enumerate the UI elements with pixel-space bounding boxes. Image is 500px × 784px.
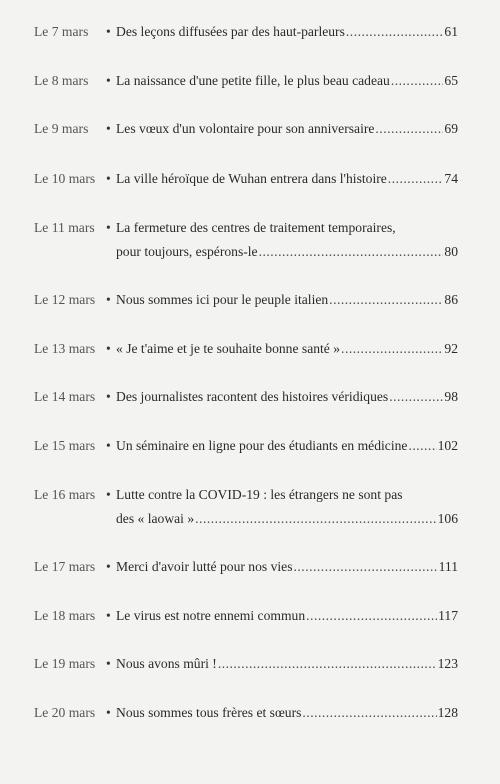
entry-date: Le 9 mars (34, 121, 89, 136)
entry-title: Le virus est notre ennemi commun (116, 608, 306, 623)
entry-bullet: • (106, 705, 111, 720)
entry-title: Un séminaire en ligne pour des étudiants en médicine (116, 438, 408, 453)
dot-leader (391, 73, 444, 89)
entry-title: Nous sommes ici pour le peuple italien (116, 292, 329, 307)
entry-page-number: 86 (444, 292, 458, 307)
entry-title: La ville héroïque de Wuhan entrera dans l'histoire (116, 171, 387, 186)
dot-leader (294, 559, 438, 575)
entry-page-number: 117 (438, 608, 458, 623)
entry-page-number: 80 (444, 244, 458, 259)
entry-title-first-line: Lutte contre la COVID-19 : les étrangers ne sont pas (116, 487, 403, 502)
dot-leader (302, 705, 436, 721)
entry-page-number: 65 (444, 73, 458, 88)
entry-bullet: • (106, 24, 111, 39)
entry-page-number: 106 (437, 511, 458, 526)
dot-leader (389, 389, 443, 405)
dot-leader (259, 244, 444, 260)
entry-title: « Je t'aime et je te souhaite bonne santé » (116, 341, 341, 356)
entry-page-number: 128 (437, 705, 458, 720)
dot-leader (408, 438, 436, 454)
entry-title: Nous avons mûri ! (116, 656, 217, 671)
dot-leader (341, 341, 443, 357)
entry-date: Le 20 mars (34, 705, 96, 720)
entry-page-number: 98 (444, 389, 458, 404)
entry-date: Le 15 mars (34, 438, 96, 453)
entry-date: Le 10 mars (34, 171, 96, 186)
entry-title: des « laowai » (116, 511, 195, 526)
entry-title-first-line: La fermeture des centres de traitement temporaires, (116, 220, 396, 235)
entry-bullet: • (106, 487, 111, 502)
entry-title: Des journalistes racontent des histoires véridiques (116, 389, 389, 404)
entry-bullet: • (106, 389, 111, 404)
entry-date: Le 17 mars (34, 559, 96, 574)
entry-page-number: 61 (444, 24, 458, 39)
entry-title: Merci d'avoir lutté pour nos vies (116, 559, 293, 574)
entry-title: Nous sommes tous frères et sœurs (116, 705, 302, 720)
entry-date: Le 12 mars (34, 292, 96, 307)
dot-leader (195, 511, 436, 527)
dot-leader (375, 121, 443, 137)
entry-page-number: 102 (437, 438, 458, 453)
entry-title: Des leçons diffusées par des haut-parleurs (116, 24, 345, 39)
dot-leader (346, 24, 444, 40)
entry-page-number: 111 (438, 559, 458, 574)
entry-bullet: • (106, 559, 111, 574)
entry-date: Le 14 mars (34, 389, 96, 404)
entry-bullet: • (106, 292, 111, 307)
entry-date: Le 19 mars (34, 656, 96, 671)
entry-title: pour toujours, espérons-le (116, 244, 258, 259)
entry-title: La naissance d'une petite fille, le plus beau cadeau (116, 73, 390, 88)
entry-title: Les vœux d'un volontaire pour son anniversaire (116, 121, 375, 136)
entry-bullet: • (106, 608, 111, 623)
dot-leader (388, 171, 444, 187)
entry-date: Le 7 mars (34, 24, 89, 39)
dot-leader (329, 292, 443, 308)
entry-date: Le 18 mars (34, 608, 96, 623)
entry-page-number: 92 (444, 341, 458, 356)
entry-date: Le 13 mars (34, 341, 96, 356)
entry-page-number: 74 (444, 171, 458, 186)
entry-bullet: • (106, 121, 111, 136)
dot-leader (306, 608, 437, 624)
entry-bullet: • (106, 220, 111, 235)
entry-page-number: 123 (437, 656, 458, 671)
entry-bullet: • (106, 73, 111, 88)
entry-date: Le 16 mars (34, 487, 96, 502)
entry-bullet: • (106, 341, 111, 356)
entry-bullet: • (106, 171, 111, 186)
entry-page-number: 69 (444, 121, 458, 136)
entry-date: Le 11 mars (34, 220, 95, 235)
dot-leader (218, 656, 437, 672)
entry-bullet: • (106, 438, 111, 453)
entry-date: Le 8 mars (34, 73, 89, 88)
entry-bullet: • (106, 656, 111, 671)
